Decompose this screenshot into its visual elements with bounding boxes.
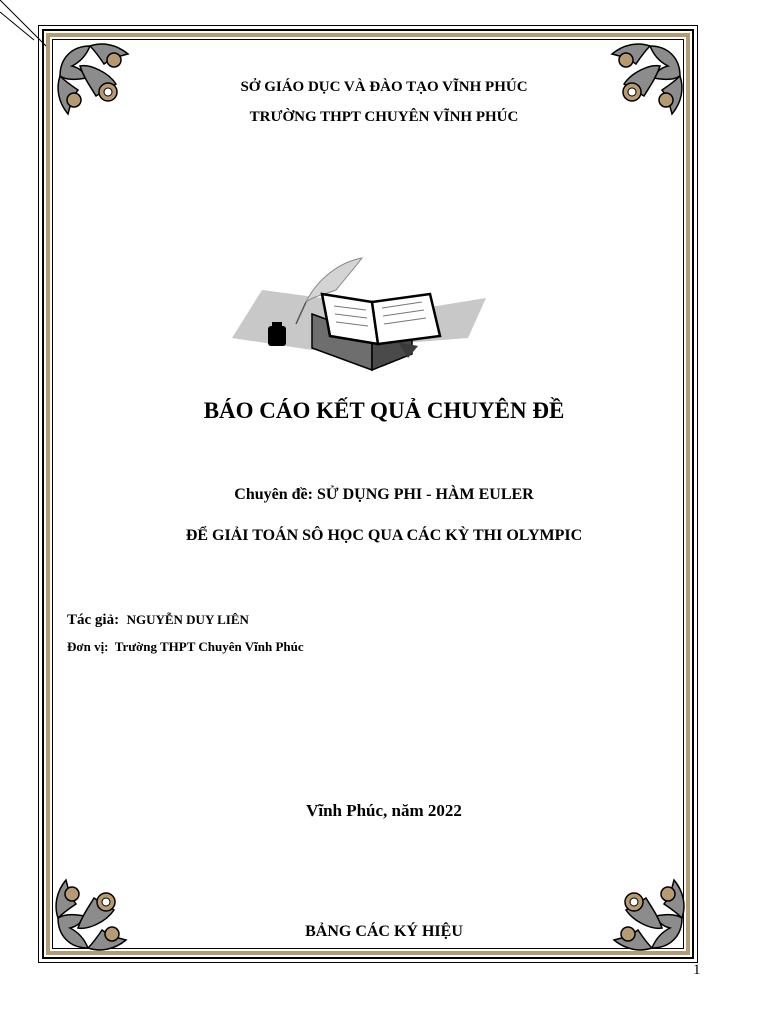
fleur-de-lis-ornament-icon: [600, 866, 692, 958]
unit-line: [67, 639, 304, 655]
fleur-de-lis-ornament-icon: [48, 866, 140, 958]
topic-value: SỬ DỤNG PHI - HÀM EULER: [316, 486, 534, 503]
page-number: 1: [693, 962, 701, 978]
topic-label: Chuyên đề:: [234, 486, 313, 503]
unit-label: Đơn vị:: [67, 639, 109, 654]
report-title: BÁO CÁO KẾT QUẢ CHUYÊN ĐỀ: [203, 398, 565, 423]
author-name: NGUYỄN DUY LIÊN: [126, 612, 249, 627]
department-heading: SỞ GIÁO DỤC VÀ ĐÀO TẠO VĨNH PHÚC: [240, 79, 528, 95]
unit-name: Trường THPT Chuyên Vĩnh Phúc: [114, 639, 304, 654]
school-heading: TRƯỜNG THPT CHUYÊN VĨNH PHÚC: [249, 109, 519, 125]
book-quill-icon: [222, 250, 490, 380]
author-line: [67, 612, 249, 629]
place-date: Vĩnh Phúc, năm 2022: [306, 801, 462, 820]
topic-subtitle: ĐỂ GIẢI TOÁN SÔ HỌC QUA CÁC KỲ THI OLYMPIC: [185, 527, 583, 544]
topic-line: [0, 486, 768, 504]
next-section-heading: BẢNG CÁC KÝ HIỆU: [305, 923, 463, 940]
author-label: Tác giả:: [67, 612, 120, 628]
